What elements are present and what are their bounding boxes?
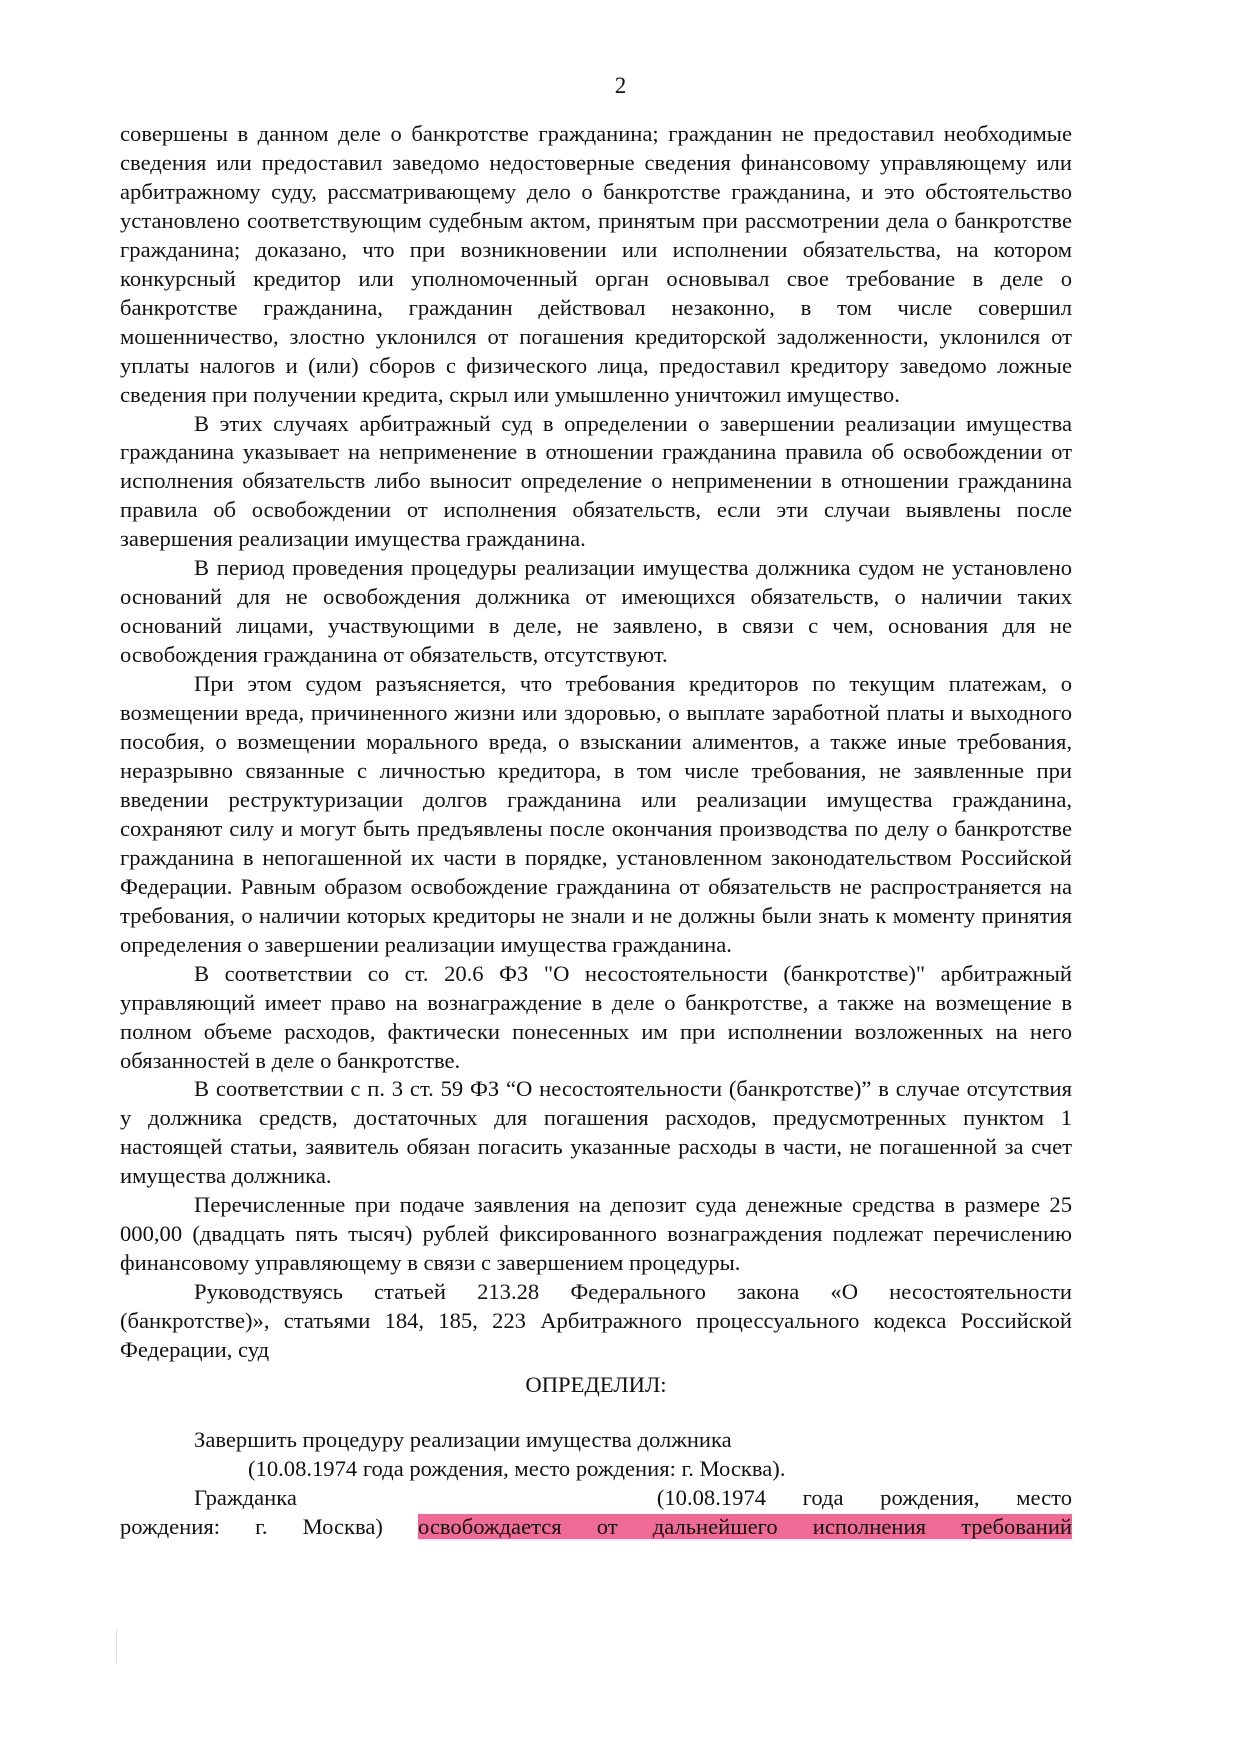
paragraph-deposit: Перечисленные при подаче заявления на депозит суда денежные средства в размере 25 000,00 (двадцать пять тысяч) рублей фиксированного вознаграждения подлежат перечислению финансовому управляющему в связи с завершением процедуры. <box>120 1192 1072 1276</box>
ruling-release-clause <box>120 1484 1072 1571</box>
ruling-release-subject: Гражданка <box>194 1484 297 1510</box>
paragraph-no-grounds: В период проведения процедуры реализации имущества должника судом не установлено оснований для не освобождения должника от имеющихся обязательств, о наличии таких оснований лицами, участвующими в деле, не заявлено, в связи с чем, основания для не освобождения гражданина от обязательств, отсутствуют. <box>120 555 1072 668</box>
paragraph-grounds-continued: совершены в данном деле о банкротстве гражданина; гражданин не предоставил необходимые сведения или предоставил заведомо недостоверные сведения финансовому управляющему или арбитражному суду, рассматривающему дело о банкротстве гражданина, и это обстоятельство установлено соответствующим судебным актом, принятым при рассмотрении дела о банкротстве гражданина; доказано, что при возникновении или исполнении обязательства, на котором конкурсный кредитор или уполномоченный орган основывал свое требование в деле о банкротстве гражданина, гражданин действовал незаконно, в том числе совершил мошенничество, злостно уклонился от погашения кредиторской задолженности, уклонился от уплаты налогов и (или) сборов с физического лица, предоставил кредитору заведомо ложные сведения при получении кредита, скрыл или умышленно уничтожил имущество. <box>120 121 1072 407</box>
paragraph-legal-basis: Руководствуясь статьей 213.28 Федерального закона «О несостоятельности (банкротстве)», статьями 184, 185, 223 Арбитражного процессуального кодекса Российской Федерации, суд <box>120 1279 1072 1363</box>
ruling-debtor-details: (10.08.1974 года рождения, место рождения: г. Москва). <box>248 1455 786 1481</box>
paragraph-expenses: В соответствии с п. 3 ст. 59 ФЗ “О несостоятельности (банкротстве)” в случае отсутствия у должника средств, достаточных для погашения расходов, предусмотренных пунктом 1 настоящей статьи, заявитель обязан погасить указанные расходы в части, не погашенной за счет имущества должника. <box>120 1076 1072 1189</box>
ruling-complete-procedure: Завершить процедуру реализации имущества должника <box>194 1426 732 1452</box>
page-number: 2 <box>614 73 627 98</box>
paragraph-court-cases: В этих случаях арбитражный суд в определении о завершении реализации имущества гражданина указывает на неприменение в отношении гражданина правила об освобождении от исполнения обязательств либо выносит определение о неприменении в отношении гражданина правила об освобождении от исполнения обязательств, если эти случаи выявлены после завершения реализации имущества гражданина. <box>120 410 1072 552</box>
document-body <box>120 120 1072 1571</box>
paragraph-creditor-claims: При этом судом разъясняется, что требования кредиторов по текущим платежам, о возмещении вреда, причиненного жизни или здоровью, о выплате заработной платы и выходного пособия, о возмещении морального вреда, о взыскании алиментов, а также иные требования, неразрывно связанные с личностью кредитора, в том числе требования, не заявленные при введении реструктуризации долгов гражданина или реализации имущества гражданина, сохраняют силу и могут быть предъявлены после окончания производства по делу о банкротстве гражданина в непогашенной их части в порядке, установленном законодательством Российской Федерации. Равным образом освобождение гражданина от обязательств не распространяется на требования, о наличии которых кредиторы не знали и не должны были знать к моменту принятия определения о завершении реализации имущества гражданина. <box>120 671 1072 957</box>
ruling-release-birth-details: (10.08.1974 года рождения, место рождения: г. Москва) <box>120 1484 1072 1539</box>
highlighted-release-text: освобождается от дальнейшего исполнения требований <box>418 1513 1073 1539</box>
margin-mark <box>116 1629 117 1663</box>
paragraph-manager-remuneration: В соответствии со ст. 20.6 ФЗ "О несостоятельности (банкротстве)" арбитражный управляющий имеет право на вознаграждение в деле о банкротстве, а также на возмещение в полном объеме расходов, фактически понесенных им при исполнении возложенных на него обязанностей в деле о банкротстве. <box>120 960 1072 1073</box>
ruling-heading: ОПРЕДЕЛИЛ: <box>525 1371 667 1397</box>
